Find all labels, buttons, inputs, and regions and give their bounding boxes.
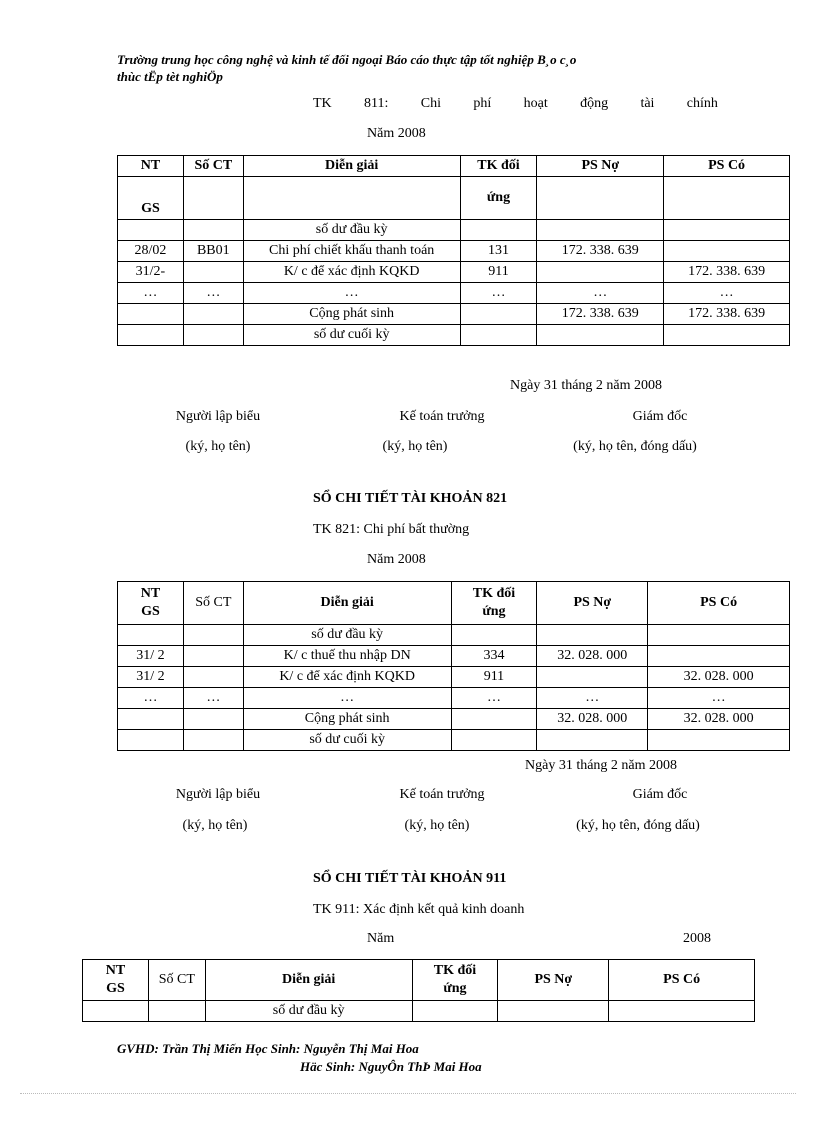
- cell-soct: [183, 304, 243, 325]
- col-header-diengiai: Diễn giải: [205, 960, 412, 1001]
- cell-psno: [537, 625, 648, 646]
- cell-tkdoi: [412, 1001, 498, 1022]
- cell-tkdoi: [451, 730, 537, 751]
- cell-tkdoi: 131: [460, 241, 537, 262]
- col-header-gs: GS: [141, 604, 160, 619]
- col-header-ntgs: [83, 960, 149, 1001]
- cell-psco: …: [648, 688, 790, 709]
- col-header-gs: GS: [118, 177, 184, 220]
- col-header-diengiai: Diễn giải: [243, 156, 460, 177]
- cell-nt: [118, 625, 184, 646]
- cell-psco: …: [664, 283, 790, 304]
- signer-role: Kế toán trưởng: [399, 787, 485, 802]
- cell-nt: …: [118, 688, 184, 709]
- tk811-number: 811:: [364, 96, 389, 111]
- date-line-821: Ngày 31 tháng 2 năm 2008: [525, 758, 678, 773]
- cell-psco: 32. 028. 000: [648, 667, 790, 688]
- cell-tkdoi: …: [451, 688, 537, 709]
- cell-diengiai: K/ c để xác định KQKD: [243, 667, 451, 688]
- col-header-psno: PS Nợ: [498, 960, 609, 1001]
- cell-soct: [183, 667, 243, 688]
- col-header-tkdoi: TK đối: [460, 156, 537, 177]
- cell-diengiai: số dư đầu kỳ: [205, 1001, 412, 1022]
- cell-nt: 28/02: [118, 241, 184, 262]
- cell-psco: [664, 220, 790, 241]
- cell-psno: [537, 220, 664, 241]
- section-subtitle-911: TK 911: Xác định kết quả kinh doanh: [313, 902, 525, 917]
- signer-role: Kế toán trưởng: [399, 409, 485, 424]
- col-header-psco: PS Có: [664, 156, 790, 177]
- col-header-ung: ứng: [482, 604, 506, 619]
- section-subtitle-821: TK 821: Chi phí bất thường: [313, 522, 470, 537]
- table-row: [118, 667, 790, 688]
- cell-soct: [183, 730, 243, 751]
- cell-tkdoi: …: [460, 283, 537, 304]
- table-row: [118, 262, 790, 283]
- col-header-ntgs: [118, 582, 184, 625]
- year-label-911: Năm: [367, 931, 395, 946]
- cell-psno: [537, 262, 664, 283]
- section-title-821: SỔ CHI TIẾT TÀI KHOẢN 821: [313, 491, 508, 506]
- ledger-table-811: [117, 155, 790, 346]
- cell-nt: [118, 730, 184, 751]
- cell-psno: [498, 1001, 609, 1022]
- tk811-year: Năm 2008: [367, 126, 426, 141]
- cell-nt: 31/ 2: [118, 646, 184, 667]
- cell-tkdoi: [451, 625, 537, 646]
- col-header-gs: GS: [106, 981, 125, 996]
- table-row: [118, 283, 790, 304]
- cell-psno: [537, 730, 648, 751]
- table-header-row: [118, 156, 790, 177]
- col-header-diengiai: Diễn giải: [243, 582, 451, 625]
- col-header-soct: Số CT: [183, 156, 243, 177]
- signer-note: (ký, họ tên, đóng dấu): [576, 818, 700, 833]
- col-header-ung: ứng: [460, 177, 537, 220]
- cell-diengiai: số dư cuối kỳ: [243, 325, 460, 346]
- cell-tkdoi: [451, 709, 537, 730]
- cell-psno: …: [537, 283, 664, 304]
- table-row: [83, 1001, 755, 1022]
- cell-soct: …: [183, 688, 243, 709]
- tk811-word: Chi: [420, 96, 441, 111]
- cell-nt: [118, 304, 184, 325]
- cell-psno: [537, 667, 648, 688]
- tk811-word: hoạt: [523, 96, 548, 111]
- signer-note: (ký, họ tên): [404, 818, 470, 833]
- col-header-psco: PS Có: [609, 960, 755, 1001]
- report-header-line1: Trường trung học công nghệ và kinh tế đối ngoại Báo cáo thực tập tốt nghiệp B¸o c¸o: [117, 52, 577, 67]
- table-header-row: [83, 960, 755, 1001]
- cell-diengiai: số dư đầu kỳ: [243, 625, 451, 646]
- cell-diengiai: …: [243, 688, 451, 709]
- cell-psno: 32. 028. 000: [537, 646, 648, 667]
- cell-soct: BB01: [183, 241, 243, 262]
- table-cell: [664, 177, 790, 220]
- cell-psco: 172. 338. 639: [664, 304, 790, 325]
- cell-psno: [537, 325, 664, 346]
- col-header-tkdoi-line1: TK đối: [433, 963, 477, 978]
- tk811-word: chính: [686, 96, 718, 111]
- table-row: [118, 688, 790, 709]
- col-header-nt: NT: [118, 156, 184, 177]
- col-header-tkdoi: [451, 582, 537, 625]
- tk811-word: phí: [473, 96, 492, 111]
- col-header-soct: Số CT: [183, 582, 243, 625]
- table-row: [118, 730, 790, 751]
- table-row: [118, 220, 790, 241]
- col-header-tkdoi: [412, 960, 498, 1001]
- cell-tkdoi: [460, 304, 537, 325]
- table-row: [118, 325, 790, 346]
- cell-diengiai: Cộng phát sinh: [243, 304, 460, 325]
- footer-line2: Häc Sinh: NguyÔn ThÞ Mai Hoa: [300, 1059, 482, 1074]
- signer-note: (ký, họ tên): [182, 818, 248, 833]
- year-value-911: 2008: [683, 931, 711, 946]
- cell-psco: 32. 028. 000: [648, 709, 790, 730]
- cell-diengiai: K/ c thuế thu nhập DN: [243, 646, 451, 667]
- cell-psno: 172. 338. 639: [537, 241, 664, 262]
- cell-diengiai: K/ c để xác định KQKD: [243, 262, 460, 283]
- cell-nt: …: [118, 283, 184, 304]
- section-title-911: SỔ CHI TIẾT TÀI KHOẢN 911: [313, 871, 507, 886]
- table-cell: [243, 177, 460, 220]
- cell-soct: [183, 625, 243, 646]
- cell-psco: [609, 1001, 755, 1022]
- cell-nt: [118, 220, 184, 241]
- signer-note: (ký, họ tên): [185, 439, 251, 454]
- cell-soct: [183, 220, 243, 241]
- ledger-table-911: [82, 959, 755, 1022]
- cell-nt: [83, 1001, 149, 1022]
- col-header-tkdoi-line1: TK đối: [472, 586, 516, 601]
- signer-note: (ký, họ tên, đóng dấu): [573, 439, 697, 454]
- cell-psno: 172. 338. 639: [537, 304, 664, 325]
- footer-line1: GVHD: Trần Thị Miến Học Sinh: Nguyễn Thị Mai Hoa: [117, 1041, 419, 1056]
- table-header-row: [118, 177, 790, 220]
- signer-role: Người lập biểu: [175, 409, 261, 424]
- cell-soct: …: [183, 283, 243, 304]
- cell-tkdoi: 334: [451, 646, 537, 667]
- tk811-word: động: [580, 96, 609, 111]
- cell-soct: [148, 1001, 205, 1022]
- col-header-psno: PS Nợ: [537, 582, 648, 625]
- date-line-811: Ngày 31 tháng 2 năm 2008: [510, 378, 663, 393]
- cell-diengiai: Chi phí chiết khấu thanh toán: [243, 241, 460, 262]
- table-header-row: [118, 582, 790, 625]
- table-row: [118, 709, 790, 730]
- cell-tkdoi: [460, 325, 537, 346]
- table-cell: [183, 177, 243, 220]
- cell-tkdoi: [460, 220, 537, 241]
- col-header-ung: ứng: [443, 981, 467, 996]
- cell-psco: [664, 241, 790, 262]
- cell-psno: 32. 028. 000: [537, 709, 648, 730]
- signer-role: Giám đốc: [632, 409, 688, 424]
- cell-psco: [648, 646, 790, 667]
- cell-diengiai: Cộng phát sinh: [243, 709, 451, 730]
- cell-diengiai: số dư đầu kỳ: [243, 220, 460, 241]
- col-header-psno: PS Nợ: [537, 156, 664, 177]
- cell-psno: …: [537, 688, 648, 709]
- col-header-nt: NT: [140, 586, 161, 601]
- table-row: [118, 625, 790, 646]
- page-bottom-divider: [20, 1093, 796, 1094]
- table-row: [118, 646, 790, 667]
- cell-nt: [118, 709, 184, 730]
- cell-psco: [664, 325, 790, 346]
- cell-soct: [183, 325, 243, 346]
- signer-note: (ký, họ tên): [382, 439, 448, 454]
- tk811-word: tài: [640, 96, 655, 111]
- col-header-psco: PS Có: [648, 582, 790, 625]
- cell-psco: [648, 625, 790, 646]
- tk811-label: TK: [313, 96, 332, 111]
- cell-tkdoi: 911: [451, 667, 537, 688]
- cell-soct: [183, 262, 243, 283]
- cell-nt: 31/ 2: [118, 667, 184, 688]
- table-cell: [537, 177, 664, 220]
- table-row: [118, 304, 790, 325]
- report-header-line2: thùc tËp tèt nghiÖp: [117, 69, 223, 84]
- signer-role: Giám đốc: [632, 787, 688, 802]
- cell-nt: 31/2-: [118, 262, 184, 283]
- ledger-table-821: [117, 581, 790, 751]
- cell-nt: [118, 325, 184, 346]
- signer-role: Người lập biểu: [175, 787, 261, 802]
- cell-soct: [183, 709, 243, 730]
- cell-diengiai: …: [243, 283, 460, 304]
- year-821: Năm 2008: [367, 552, 426, 567]
- cell-tkdoi: 911: [460, 262, 537, 283]
- col-header-nt: NT: [105, 963, 126, 978]
- table-row: [118, 241, 790, 262]
- cell-psco: [648, 730, 790, 751]
- cell-diengiai: số dư cuối kỳ: [243, 730, 451, 751]
- tk811-title: [313, 96, 718, 112]
- cell-soct: [183, 646, 243, 667]
- cell-psco: 172. 338. 639: [664, 262, 790, 283]
- col-header-soct: Số CT: [148, 960, 205, 1001]
